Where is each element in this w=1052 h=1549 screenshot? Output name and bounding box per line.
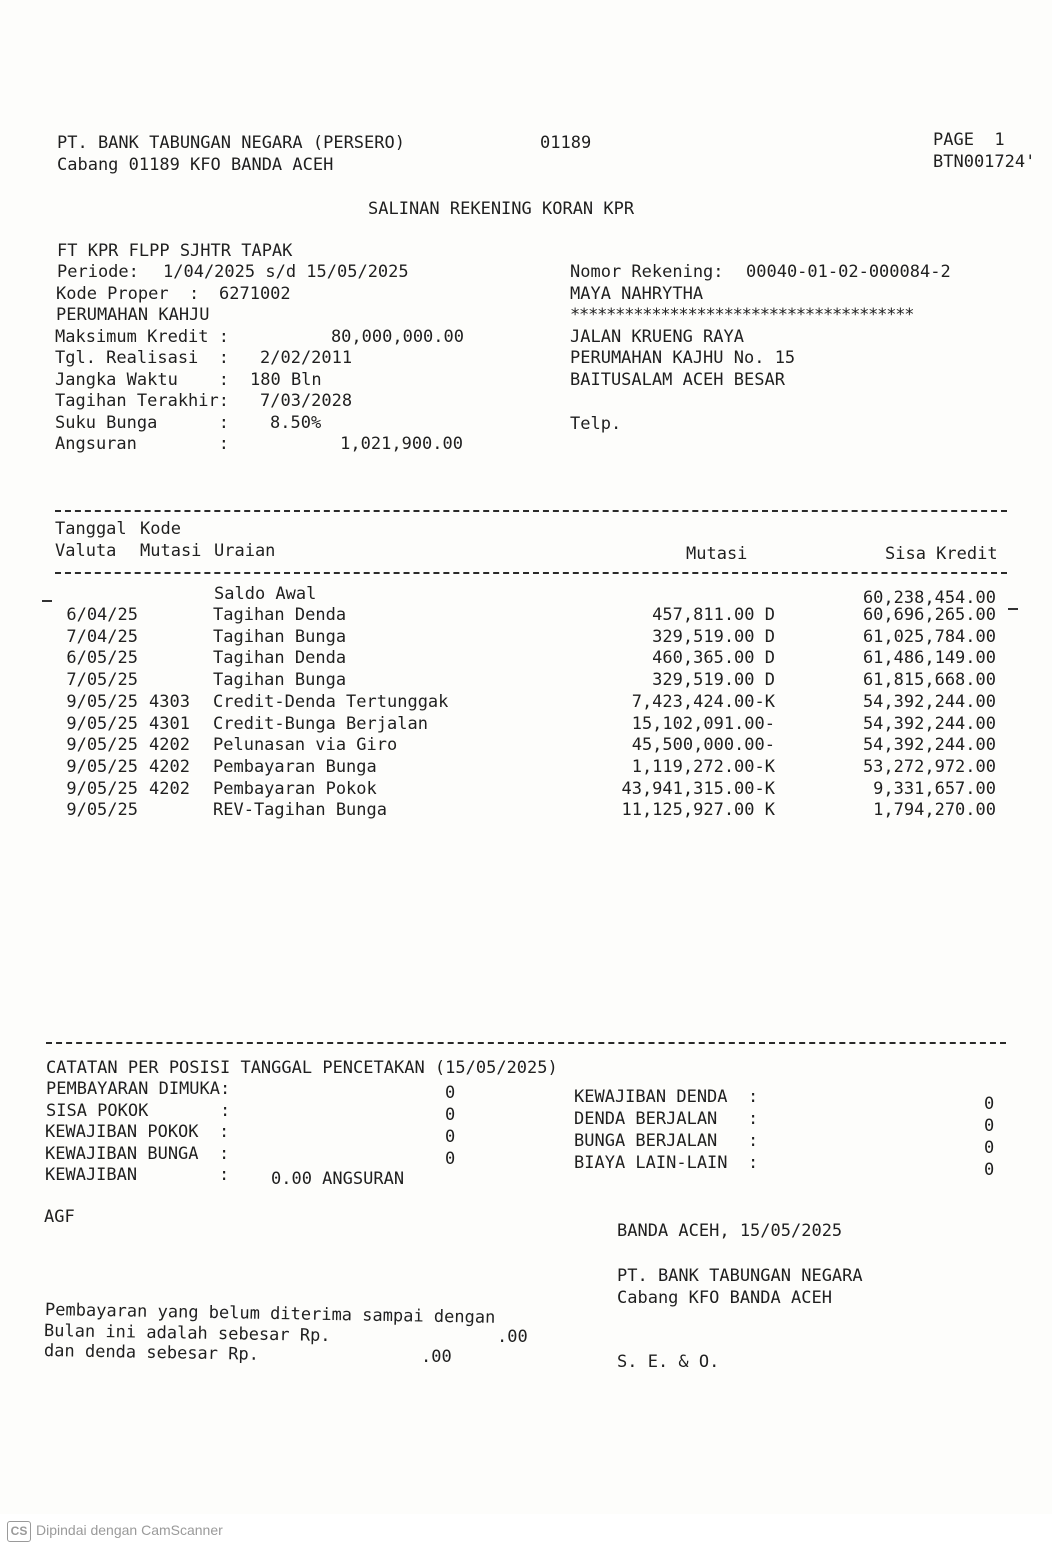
row-sisa-kredit: 54,392,244.00 [862,714,996,734]
divider [46,1042,1006,1044]
row-description: Credit-Bunga Berjalan [213,714,428,734]
denda-berjalan-value: 0 [984,1116,995,1136]
saldo-awal-label: Saldo Awal [214,584,317,604]
note-line-2-value: .00 [497,1327,528,1347]
row-mutasi: 329,519.00 D [652,627,775,647]
page-title: SALINAN REKENING KORAN KPR [368,199,635,219]
pembayaran-dimuka-value: 0 [445,1083,456,1103]
telp-label: Telp. [570,414,622,434]
periode-label: Periode: [57,262,139,282]
address-line-3: BAITUSALAM ACEH BESAR [570,370,785,390]
kewajiban-bunga-value: 0 [445,1149,456,1169]
row-date: 6/05/25 [66,648,138,668]
maks-kredit-value: 80,000,000.00 [330,327,464,347]
row-description: Pelunasan via Giro [213,735,398,755]
suku-bunga-label: Suku Bunga : [55,413,229,433]
seo-note: S. E. & O. [617,1352,720,1372]
row-sisa-kredit: 53,272,972.00 [862,757,996,777]
customer-name: MAYA NAHRYTHA [570,284,704,304]
maks-kredit-label: Maksimum Kredit : [55,327,229,347]
page-number: PAGE 1 [933,130,1005,150]
row-date: 9/05/25 [66,779,138,799]
bank-name: PT. BANK TABUNGAN NEGARA (PERSERO) [57,133,405,153]
row-sisa-kredit: 61,025,784.00 [862,627,996,647]
row-sisa-kredit: 54,392,244.00 [862,735,996,755]
periode-value: 1/04/2025 s/d 15/05/2025 [163,262,409,282]
kewajiban-pokok-value: 0 [445,1127,456,1147]
camscanner-text: Dipindai dengan CamScanner [36,1522,223,1538]
kewajiban-pokok-label: KEWAJIBAN POKOK : [45,1122,230,1142]
header-sisa-kredit: Sisa Kredit [885,544,998,564]
header-kode: Kode [140,519,181,539]
kewajiban-denda-value: 0 [984,1094,995,1114]
note-line-1: Pembayaran yang belum diterima sampai dengan [44,1300,496,1328]
kode-proper-value: 6271002 [219,284,291,304]
note-line-2: Bulan ini adalah sebesar Rp. [43,1321,331,1346]
biaya-lain-label: BIAYA LAIN-LAIN : [574,1153,759,1173]
place-date: BANDA ACEH, 15/05/2025 [617,1221,843,1241]
kode-proper-label: Kode Proper : [56,284,200,304]
nomor-rekening-value: 00040-01-02-000084-2 [746,262,951,282]
row-date: 9/05/25 [66,735,138,755]
edge-mark [1008,608,1018,610]
branch-code: 01189 [540,133,592,153]
sisa-pokok-label: SISA POKOK : [46,1101,231,1121]
tgl-realisasi-value: 2/02/2011 [260,348,353,368]
row-date: 6/04/25 [66,605,138,625]
row-description: Credit-Denda Tertunggak [213,692,449,712]
saldo-awal-value: 60,238,454.00 [862,588,996,608]
bunga-berjalan-value: 0 [984,1138,995,1158]
row-mutasi: 460,365.00 D [652,648,775,668]
suku-bunga-value: 8.50% [270,413,322,433]
row-date: 9/05/25 [66,714,138,734]
row-sisa-kredit: 1,794,270.00 [873,800,996,820]
row-code: 4202 [149,757,190,777]
kewajiban-value: 0.00 ANGSURAN [271,1169,405,1189]
sisa-pokok-value: 0 [445,1105,456,1125]
signature-branch: Cabang KFO BANDA ACEH [617,1288,832,1308]
row-code: 4202 [149,735,190,755]
row-code: 4202 [149,779,190,799]
catatan-title: CATATAN PER POSISI TANGGAL PENCETAKAN (15/05/2025) [46,1058,558,1078]
row-description: Pembayaran Bunga [213,757,377,777]
row-mutasi: 45,500,000.00- [631,735,775,755]
row-mutasi: 329,519.00 D [652,670,775,690]
note-line-3-value: .00 [421,1347,452,1367]
jangka-waktu-value: 180 Bln [250,370,322,390]
row-date: 7/04/25 [66,627,138,647]
kewajiban-label: KEWAJIBAN : [45,1165,230,1185]
row-mutasi: 15,102,091.00- [631,714,775,734]
row-code: 4301 [149,714,190,734]
row-date: 9/05/25 [66,800,138,820]
header-valuta: Valuta [55,541,117,561]
kewajiban-bunga-label: KEWAJIBAN BUNGA : [45,1144,230,1164]
header-mutasi-code: Mutasi [140,541,202,561]
row-mutasi: 7,423,424.00-K [631,692,775,712]
row-sisa-kredit: 61,486,149.00 [862,648,996,668]
masked-line: ************************************** [570,305,914,325]
row-mutasi: 11,125,927.00 K [621,800,775,820]
row-description: Tagihan Bunga [213,670,347,690]
row-description: Tagihan Denda [213,648,347,668]
edge-mark [42,600,52,602]
denda-berjalan-label: DENDA BERJALAN : [574,1109,759,1129]
address-line-1: JALAN KRUENG RAYA [570,327,744,347]
row-date: 9/05/25 [66,757,138,777]
biaya-lain-value: 0 [984,1160,995,1180]
jangka-waktu-label: Jangka Waktu : [55,370,229,390]
row-date: 9/05/25 [66,692,138,712]
product-name: FT KPR FLPP SJHTR TAPAK [57,241,293,261]
row-description: Tagihan Denda [213,605,347,625]
angsuran-label: Angsuran : [55,434,229,454]
row-sisa-kredit: 9,331,657.00 [873,779,996,799]
row-mutasi: 457,811.00 D [652,605,775,625]
header-tanggal: Tanggal [55,519,127,539]
pembayaran-dimuka-label: PEMBAYARAN DIMUKA: [46,1079,231,1099]
signature-bank: PT. BANK TABUNGAN NEGARA [617,1266,863,1286]
nomor-rekening-label: Nomor Rekening: [570,262,724,282]
branch-name: Cabang 01189 KFO BANDA ACEH [57,155,334,175]
header-uraian: Uraian [214,541,276,561]
divider [55,572,1007,574]
note-line-3: dan denda sebesar Rp. [43,1341,260,1365]
tagihan-terakhir-label: Tagihan Terakhir: [55,391,229,411]
bunga-berjalan-label: BUNGA BERJALAN : [574,1131,759,1151]
perumahan-name: PERUMAHAN KAHJU [56,305,210,325]
row-date: 7/05/25 [66,670,138,690]
row-code: 4303 [149,692,190,712]
tgl-realisasi-label: Tgl. Realisasi : [55,348,229,368]
divider [55,510,1007,512]
row-mutasi: 1,119,272.00-K [631,757,775,777]
agf-label: AGF [44,1207,75,1227]
tagihan-terakhir-value: 7/03/2028 [260,391,353,411]
row-sisa-kredit: 60,696,265.00 [862,605,996,625]
row-description: Tagihan Bunga [213,627,347,647]
camscanner-logo: CS [7,1521,31,1542]
kewajiban-denda-label: KEWAJIBAN DENDA : [574,1087,759,1107]
header-mutasi: Mutasi [686,544,748,564]
row-sisa-kredit: 61,815,668.00 [862,670,996,690]
address-line-2: PERUMAHAN KAJHU No. 15 [570,348,796,368]
row-sisa-kredit: 54,392,244.00 [862,692,996,712]
row-description: REV-Tagihan Bunga [213,800,387,820]
row-mutasi: 43,941,315.00-K [621,779,775,799]
angsuran-value: 1,021,900.00 [340,434,463,454]
document-code: BTN001724' [933,152,1036,172]
row-description: Pembayaran Pokok [213,779,377,799]
